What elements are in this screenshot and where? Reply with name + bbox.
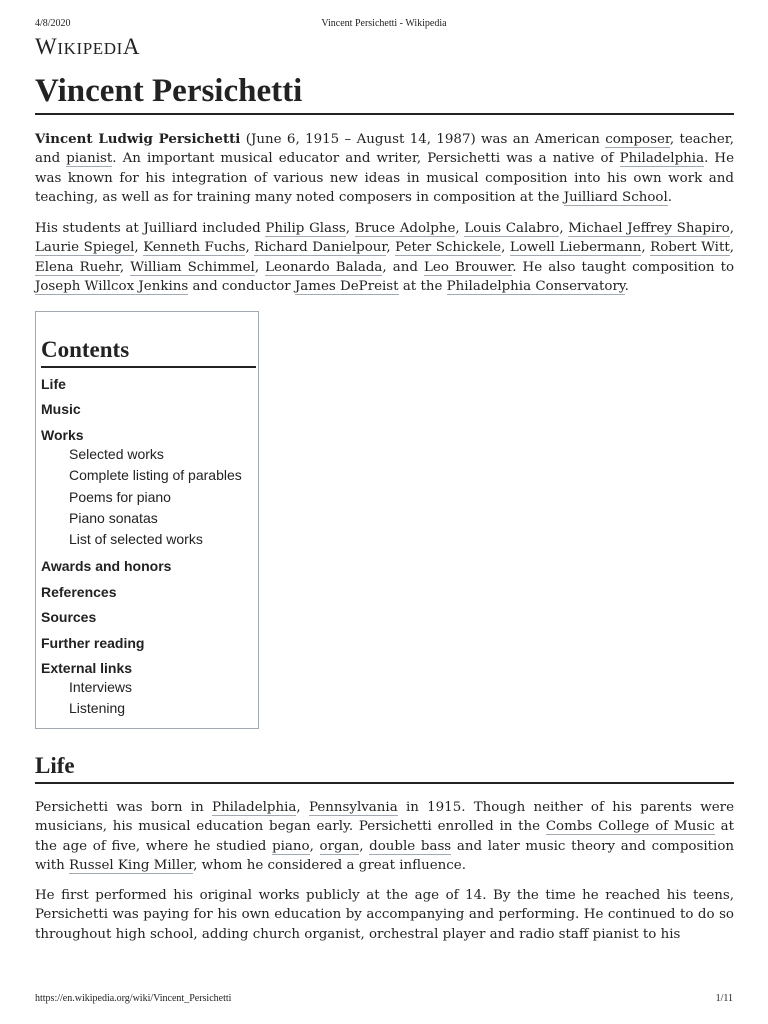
toc-item-interviews[interactable]: Interviews	[69, 679, 133, 695]
separator: ,	[729, 240, 734, 256]
separator: ,	[119, 259, 131, 275]
print-url: https://en.wikipedia.org/wiki/Vincent_Persichetti	[35, 993, 232, 1004]
toc-item-works[interactable]: Works	[41, 427, 84, 443]
intro-paragraph-1	[35, 130, 734, 208]
link-double-bass[interactable]: double bass	[369, 838, 452, 854]
separator: ,	[359, 838, 370, 854]
link-student[interactable]: Bruce Adolphe	[354, 221, 456, 236]
text-run: in 1915. Though neither of his parents were musicians, his musical education began early. Persichetti enrolled in the	[35, 800, 734, 835]
link-student[interactable]: Laurie Spiegel	[35, 240, 135, 256]
toc-item-poems-for-piano[interactable]: Poems for piano	[69, 489, 171, 505]
print-footer	[35, 993, 733, 1007]
text-run: , teacher, and	[35, 132, 734, 167]
link-james-depreist[interactable]: James DePreist	[294, 279, 399, 295]
text-run: at the	[398, 279, 447, 295]
text-run: . An important musical educator and writer, Persichetti was a native of	[112, 151, 620, 167]
separator: ,	[455, 221, 465, 236]
wordmark-a: A	[122, 34, 141, 59]
link-student[interactable]: Elena Ruehr	[35, 259, 120, 275]
separator: ,	[729, 221, 735, 236]
link-philadelphia-conservatory[interactable]: Philadelphia Conservatory	[446, 279, 625, 295]
table-of-contents	[35, 311, 259, 729]
separator: ,	[134, 240, 144, 256]
subject-name: Vincent Ludwig Persichetti	[35, 131, 241, 147]
toc-item-selected-works[interactable]: Selected works	[69, 446, 164, 462]
link-russel-king-miller[interactable]: Russel King Miller	[69, 858, 194, 874]
text-run: .	[667, 190, 673, 206]
link-joseph-willcox-jenkins[interactable]: Joseph Willcox Jenkins	[35, 279, 189, 295]
link-student[interactable]: Kenneth Fuchs	[143, 240, 246, 256]
separator: , and	[382, 259, 424, 275]
text-run: and later music theory and composition with	[35, 838, 735, 874]
link-leo-brouwer[interactable]: Leo Brouwer	[424, 259, 513, 275]
link-combs-college[interactable]: Combs College of Music	[545, 819, 715, 835]
link-student[interactable]: Louis Calabro	[464, 221, 560, 236]
link-student[interactable]: Lowell Liebermann	[509, 240, 642, 256]
link-student[interactable]: William Schimmel	[130, 259, 255, 275]
toc-item-music[interactable]: Music	[41, 401, 81, 417]
toc-item-piano-sonatas[interactable]: Piano sonatas	[69, 510, 158, 526]
text-run: (June 6, 1915 – August 14, 1987) was an American	[240, 132, 606, 147]
link-philadelphia[interactable]: Philadelphia	[619, 151, 705, 167]
toc-item-listening[interactable]: Listening	[69, 700, 126, 716]
print-date: 4/8/2020	[35, 18, 71, 29]
separator: ,	[309, 838, 320, 854]
article-title: Vincent Persichetti	[35, 70, 734, 115]
toc-item-parables[interactable]: Complete listing of parables	[69, 467, 242, 483]
text-run: His students at Juilliard included	[35, 221, 266, 236]
wordmark-middle: IKIPEDI	[57, 39, 123, 58]
toc-item-external-links[interactable]: External links	[41, 660, 133, 676]
section-heading-life: Life	[35, 752, 734, 784]
toc-item-references[interactable]: References	[41, 584, 117, 600]
text-run: , whom he considered a great influence.	[193, 858, 466, 874]
life-paragraph-1	[35, 798, 734, 876]
link-student[interactable]: Leonardo Balada	[265, 259, 383, 275]
intro-paragraph-2	[35, 219, 734, 297]
text-run: . He also taught composition to	[512, 259, 735, 275]
separator: ,	[345, 221, 355, 236]
link-student[interactable]: Michael Jeffrey Shapiro	[568, 221, 730, 236]
link-student[interactable]: Richard Danielpour	[254, 240, 387, 256]
link-juilliard-school[interactable]: Juilliard School	[563, 190, 668, 206]
separator: ,	[386, 240, 396, 256]
text-run: Persichetti was born in	[35, 800, 212, 815]
toc-title: Contents	[41, 336, 256, 368]
life-paragraph-2: He first performed his original works publicly at the age of 14. By the time he reached his teens, Persichetti was paying for his own education by accompanying and performing. He continued to do so throughout high school, adding church organist, orchestral player and radio staff pianist to his	[35, 888, 734, 942]
link-piano[interactable]: piano	[272, 838, 310, 854]
link-pennsylvania[interactable]: Pennsylvania	[308, 800, 398, 815]
separator: ,	[296, 800, 309, 815]
link-philadelphia[interactable]: Philadelphia	[211, 800, 297, 815]
separator: ,	[254, 259, 266, 275]
toc-item-awards[interactable]: Awards and honors	[41, 558, 172, 574]
text-run: . He was known for his integration of various new ideas in musical composition into his own work and teaching, as well as for training many noted composers in composition at the	[35, 151, 734, 206]
print-header	[35, 18, 733, 32]
text-run: at the age of five, where he studied	[35, 819, 734, 854]
page-number: 1/11	[715, 993, 733, 1004]
link-student[interactable]: Philip Glass	[265, 221, 346, 236]
print-page-title: Vincent Persichetti - Wikipedia	[321, 18, 447, 29]
separator: ,	[501, 240, 510, 256]
link-student[interactable]: Peter Schickele	[395, 240, 502, 256]
link-pianist[interactable]: pianist	[66, 151, 113, 167]
toc-item-further-reading[interactable]: Further reading	[41, 635, 145, 651]
toc-item-list-of-selected-works[interactable]: List of selected works	[69, 531, 203, 547]
text-run: .	[624, 279, 629, 295]
separator: ,	[641, 240, 651, 256]
separator: ,	[559, 221, 569, 236]
wordmark-w: W	[35, 34, 58, 59]
toc-item-life[interactable]: Life	[41, 376, 66, 392]
wikipedia-wordmark[interactable]	[35, 34, 140, 60]
toc-item-sources[interactable]: Sources	[41, 609, 97, 625]
link-student[interactable]: Robert Witt	[650, 240, 730, 256]
separator: ,	[245, 240, 255, 256]
link-composer[interactable]: composer	[605, 132, 670, 147]
link-organ[interactable]: organ	[319, 838, 360, 854]
text-run: and conductor	[188, 279, 295, 295]
